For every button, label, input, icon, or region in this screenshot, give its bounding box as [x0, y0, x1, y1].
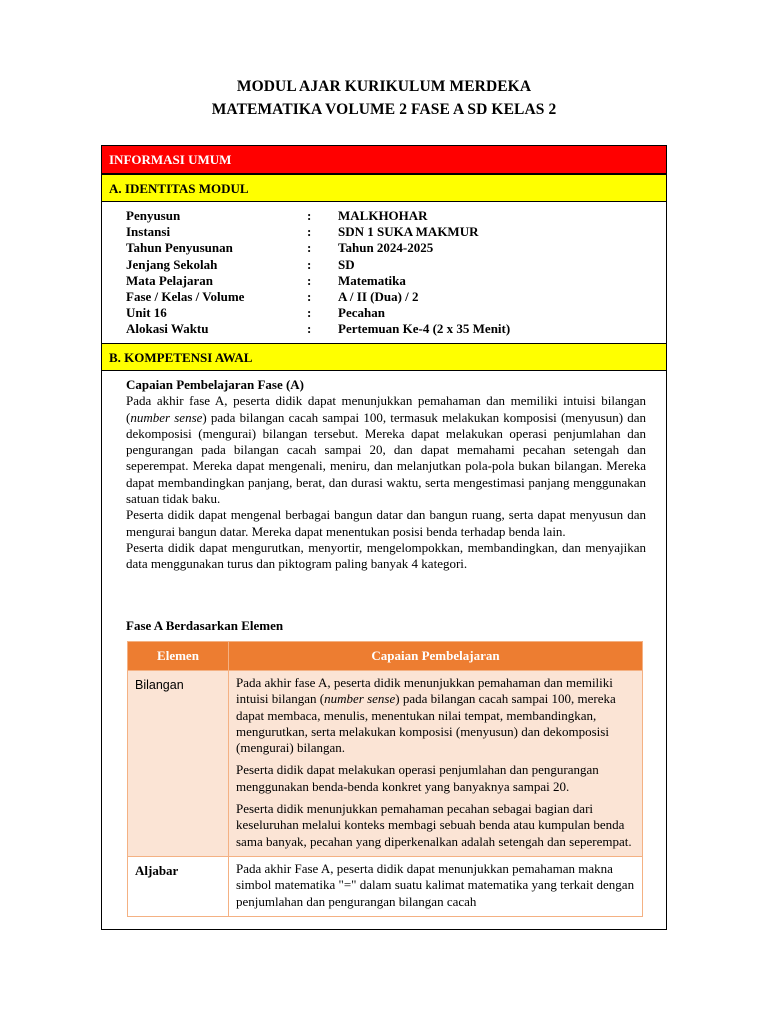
identitas-separator: :: [307, 256, 312, 272]
identitas-value: SD: [338, 256, 355, 272]
capaian-bilangan-1-emphasis: number sense: [324, 691, 396, 707]
capaian-bilangan-1: [236, 675, 635, 756]
header-capaian: Capaian Pembelajaran: [229, 642, 643, 671]
identitas-label: Jenjang Sekolah: [126, 256, 218, 272]
identitas-value: SDN 1 SUKA MAKMUR: [338, 224, 479, 240]
section-informasi-umum: INFORMASI UMUM: [102, 146, 666, 174]
capaian-bilangan-3: Peserta didik menunjukkan pemahaman pecahan sebagai bagian dari keseluruhan melalui konteks membagi sebuah benda atau kumpulan benda sama banyak, pecahan yang diperkenalkan adalah setengah dan seperempat.: [236, 801, 632, 849]
capaian-cell: [229, 671, 643, 857]
identitas-separator: :: [307, 208, 312, 223]
table-header-row: [128, 642, 643, 671]
section-identitas-modul: A. IDENTITAS MODUL: [102, 174, 666, 202]
identitas-separator: :: [307, 240, 312, 256]
identitas-label: Instansi: [126, 224, 171, 240]
capaian-heading: Capaian Pembelajaran Fase (A): [126, 377, 305, 392]
identitas-separator: :: [307, 305, 312, 321]
capaian-bilangan-2: Peserta didik dapat melakukan operasi penjumlahan dan pengurangan menggunakan benda-benda konkret yang banyaknya sampai 20.: [236, 762, 599, 794]
identitas-value: Pertemuan Ke-4 (2 x 35 Menit): [338, 321, 511, 337]
identitas-value: A / II (Dua) / 2: [338, 288, 419, 304]
capaian-paragraph-2: Peserta didik dapat mengenal berbagai bangun datar dan bangun ruang, serta dapat menyusun dan mengurai bangun datar. Mereka dapat menentukan posisi benda terhadap benda lain.: [126, 507, 646, 539]
capaian-paragraph-1: [126, 393, 646, 507]
identitas-row: [126, 257, 626, 273]
elemen-cell: Aljabar: [128, 856, 229, 916]
identitas-separator: :: [307, 272, 312, 288]
identitas-label: Alokasi Waktu: [126, 321, 209, 337]
identitas-row: [126, 208, 626, 224]
identitas-value: Tahun 2024-2025: [338, 240, 434, 256]
identitas-row: [126, 305, 626, 321]
identitas-row: [126, 273, 626, 289]
elemen-cell: Bilangan: [128, 671, 229, 857]
capaian-paragraph-3: Peserta didik dapat mengurutkan, menyortir, mengelompokkan, membandingkan, dan menyajikan data menggunakan turus dan piktogram paling banyak 4 kategori.: [126, 539, 646, 572]
identitas-list: [126, 208, 626, 338]
header-elemen: Elemen: [128, 642, 229, 671]
capaian-p1-end: ) pada bilangan cacah sampai 100, termasuk melakukan komposisi (menyusun) dan dekomposisi (mengurai) bilangan tersebut. Mereka dapat melakukan operasi penjumlahan dan pengurangan pada bilangan cacah sampai 20, dan dapat memahami pecahan setengah dan seperempat. Mereka dapat mengenali, meniru, dan melanjutkan pola-pola bukan bilangan. Mereka dapat membandingkan panjang, berat, dan durasi waktu, serta mengestimasi panjang menggunakan satuan tidak baku.: [126, 409, 646, 507]
table-row: [128, 671, 643, 857]
capaian-p1-start: Pada akhir fase A, peserta didik dapat menunjukkan pemahaman dan memiliki intuisi bilangan (: [126, 393, 646, 425]
identitas-row: [126, 289, 626, 305]
section-kompetensi-awal: B. KOMPETENSI AWAL: [102, 343, 666, 371]
module-frame: [101, 145, 667, 930]
elemen-subtitle: Fase A Berdasarkan Elemen: [126, 618, 284, 633]
identitas-value: Matematika: [338, 272, 406, 288]
document-title-line2: MATEMATIKA VOLUME 2 FASE A SD KELAS 2: [211, 101, 557, 118]
identitas-separator: :: [307, 288, 312, 304]
capaian-cell: [229, 856, 643, 916]
document-title-line1: MODUL AJAR KURIKULUM MERDEKA: [236, 78, 532, 95]
capaian-bilangan-1-start: Pada akhir fase A, peserta didik menunjukkan pemahaman dan memiliki intuisi bilangan (: [236, 675, 613, 707]
capaian-aljabar-1: Pada akhir Fase A, peserta didik dapat menunjukkan pemahaman makna simbol matematika "=" dalam suatu kalimat matematika yang terkait dengan penjumlahan dan pengurangan bilangan cacah: [236, 860, 635, 909]
kompetensi-text: [126, 377, 646, 573]
identitas-label: Mata Pelajaran: [126, 272, 214, 288]
elemen-table: [127, 641, 643, 917]
identitas-row: [126, 240, 626, 256]
identitas-label: Penyusun: [126, 208, 181, 223]
identitas-value: Pecahan: [338, 305, 385, 321]
table-row: [128, 856, 643, 916]
identitas-separator: :: [307, 224, 312, 240]
identitas-label: Tahun Penyusunan: [126, 240, 233, 256]
identitas-value: MALKHOHAR: [338, 208, 428, 223]
identitas-separator: :: [307, 321, 312, 337]
identitas-row: [126, 321, 626, 337]
identitas-row: [126, 224, 626, 240]
identitas-label: Fase / Kelas / Volume: [126, 288, 245, 304]
capaian-bilangan-1-end: ) pada bilangan cacah sampai 100, mereka dapat membaca, menulis, menentukan nilai tempat, membandingkan, mengurutkan, serta melakukan komposisi (menyusun) dan dekomposisi (mengurai) bilangan.: [236, 691, 616, 756]
capaian-p1-emphasis: number sense: [130, 409, 203, 425]
identitas-label: Unit 16: [126, 305, 167, 321]
